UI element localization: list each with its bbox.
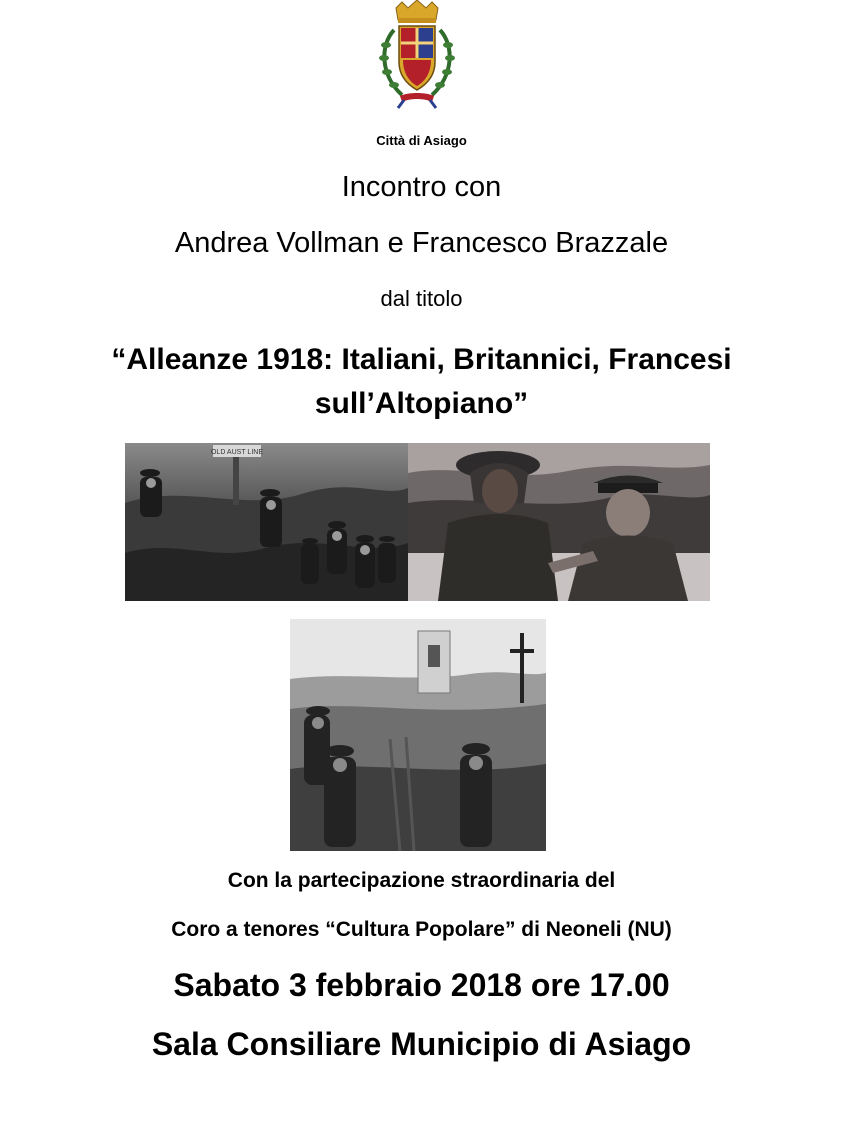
event-title-line2: sull’Altopiano” [314, 387, 529, 420]
trench-sign: OLD AUST LINE [210, 449, 264, 456]
subtitle: dal titolo [380, 286, 463, 311]
participation-text: Con la partecipazione straordinaria del [227, 869, 616, 892]
event-title [0, 338, 843, 426]
city-crest-icon [374, 0, 460, 112]
event-date: Sabato 3 febbraio 2018 ore 17.00 [173, 967, 670, 1003]
city-name: Città di Asiago [376, 133, 467, 148]
event-venue: Sala Consiliare Municipio di Asiago [151, 1026, 692, 1062]
shrine-photo [290, 619, 546, 851]
trench-photo [125, 443, 408, 601]
speakers: Andrea Vollman e Francesco Brazzale [174, 227, 669, 259]
intro-text: Incontro con [341, 171, 502, 203]
ceremony-photo [408, 443, 710, 601]
event-title-line1: “Alleanze 1918: Italiani, Britannici, Francesi [111, 343, 732, 376]
choir-text: Coro a tenores “Cultura Popolare” di Neoneli (NU) [171, 918, 672, 941]
